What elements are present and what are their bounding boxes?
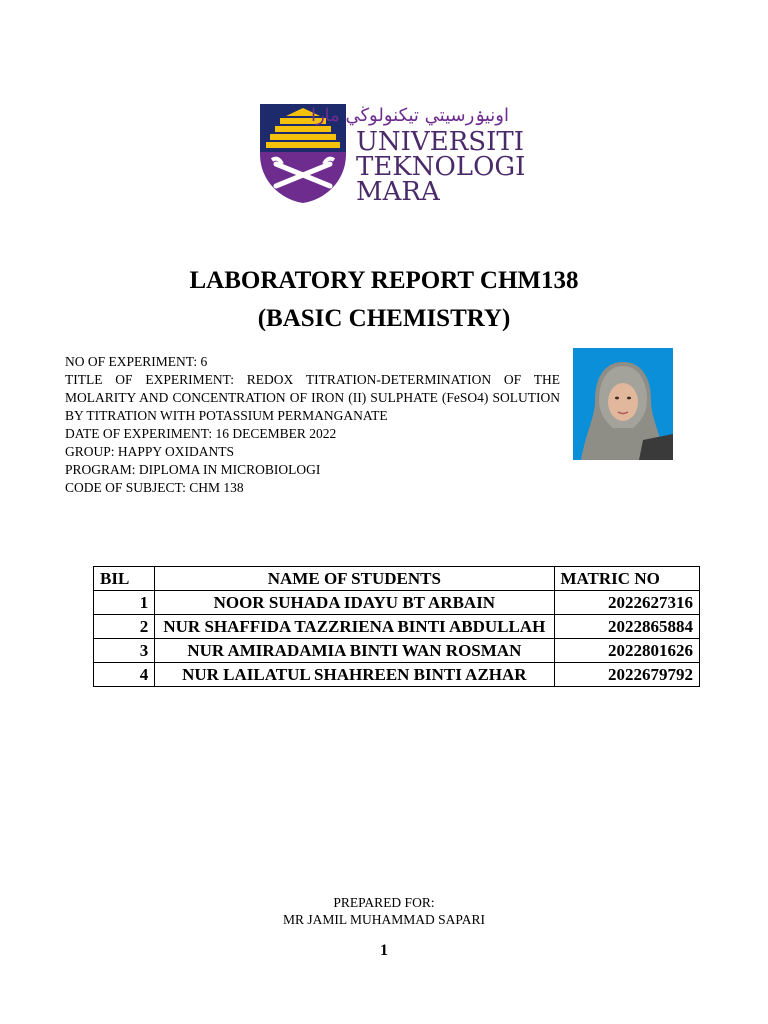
row-name: NUR AMIRADAMIA BINTI WAN ROSMAN [155, 639, 554, 663]
header-bil: BIL [94, 567, 155, 591]
table-row [94, 615, 700, 639]
logo-arabic-text: اونيۏرسيتي تيكنولوڬي مارا [310, 105, 509, 126]
row-bil: 4 [94, 663, 155, 687]
row-name: NUR LAILATUL SHAHREEN BINTI AZHAR [155, 663, 554, 687]
row-bil: 2 [94, 615, 155, 639]
prepared-for-name: MR JAMIL MUHAMMAD SAPARI [283, 912, 485, 927]
row-matric: 2022865884 [554, 615, 700, 639]
logo-wordmark [356, 127, 526, 207]
experiment-group: GROUP: HAPPY OXIDANTS [65, 444, 235, 459]
row-matric: 2022679792 [554, 663, 700, 687]
header-matric: MATRIC NO [554, 567, 700, 591]
logo-line-mara: MARA [356, 177, 440, 207]
subject-code: CODE OF SUBJECT: CHM 138 [65, 480, 244, 495]
report-title: LABORATORY REPORT CHM138 [189, 267, 579, 294]
logo-line-teknologi: TEKNOLOGI [356, 152, 526, 182]
row-name: NOOR SUHADA IDAYU BT ARBAIN [155, 591, 554, 615]
row-name: NUR SHAFFIDA TAZZRIENA BINTI ABDULLAH [155, 615, 554, 639]
prepared-for-label: PREPARED FOR: [333, 895, 435, 910]
student-photo [573, 348, 673, 460]
table-row [94, 591, 700, 615]
student-portrait-icon [573, 348, 673, 460]
experiment-info [65, 353, 560, 497]
table-row [94, 663, 700, 687]
experiment-title: TITLE OF EXPERIMENT: REDOX TITRATION-DETERMINATION OF THE MOLARITY AND CONCENTRATION OF IRON (II) SULPHATE (FeSO4) SOLUTION BY TITRATION WITH POTASSIUM PERMANGANATE [65, 372, 560, 423]
report-subtitle: (BASIC CHEMISTRY) [257, 305, 511, 332]
table-header-row [94, 567, 700, 591]
table-row [94, 639, 700, 663]
row-matric: 2022801626 [554, 639, 700, 663]
row-matric: 2022627316 [554, 591, 700, 615]
row-bil: 1 [94, 591, 155, 615]
uitm-logo [258, 102, 526, 207]
row-bil: 3 [94, 639, 155, 663]
header-name: NAME OF STUDENTS [155, 567, 554, 591]
page-number: 1 [380, 942, 388, 959]
logo-line-universiti: UNIVERSITI [356, 127, 524, 157]
students-table [93, 566, 700, 687]
experiment-program: PROGRAM: DIPLOMA IN MICROBIOLOGI [65, 462, 321, 477]
experiment-date: DATE OF EXPERIMENT: 16 DECEMBER 2022 [65, 426, 337, 441]
experiment-number: NO OF EXPERIMENT: 6 [65, 354, 208, 369]
